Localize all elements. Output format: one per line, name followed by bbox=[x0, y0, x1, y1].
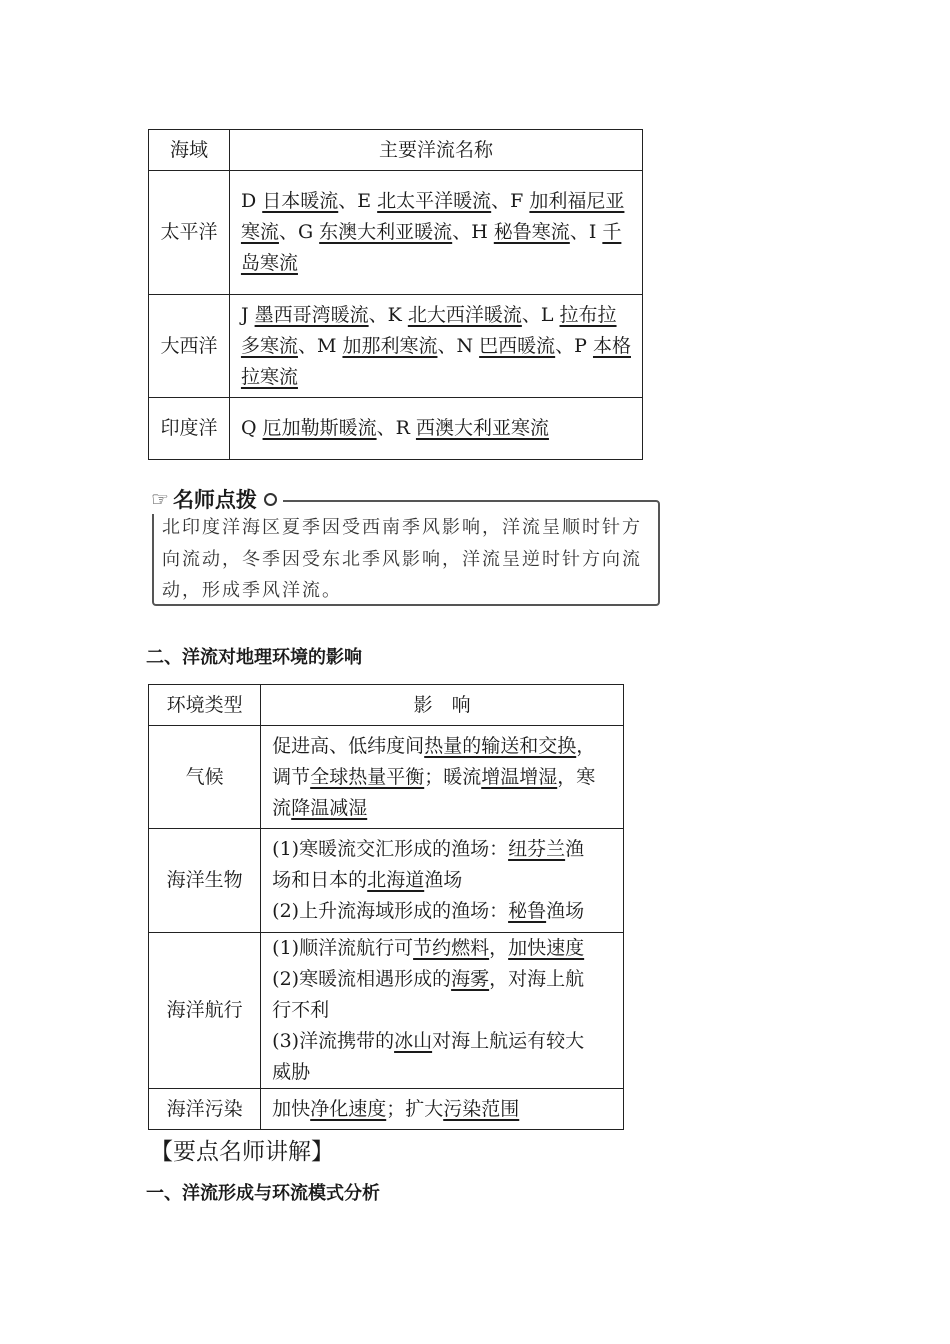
text-segment: 威胁 bbox=[272, 1061, 311, 1083]
text-segment: (3)洋流携带的 bbox=[272, 1030, 395, 1052]
tip-line: 北印度洋海区夏季因受西南季风影响，洋流呈顺时针方 bbox=[162, 517, 642, 538]
text-segment: 、H bbox=[452, 221, 494, 243]
text-segment: 、L bbox=[521, 303, 560, 326]
cell-line bbox=[272, 793, 612, 824]
tip-line: 向流动，冬季因受东北季风影响，洋流呈逆时针方向流 bbox=[162, 548, 642, 570]
answer-blank: 西澳大利亚寒流 bbox=[415, 417, 549, 439]
text-segment: 渔 bbox=[565, 838, 585, 860]
tip-header bbox=[147, 484, 283, 514]
answer-blank: 节约燃料 bbox=[413, 937, 490, 959]
answer-blank: 东澳大利亚暖流 bbox=[319, 221, 453, 243]
cell-line bbox=[272, 1094, 612, 1125]
answer-blank: 北太平洋暖流 bbox=[377, 190, 492, 212]
text-segment: 、E bbox=[338, 190, 378, 212]
text-segment: 、N bbox=[437, 334, 480, 357]
answer-blank: 降温减湿 bbox=[291, 796, 368, 819]
text-segment: 、M bbox=[297, 334, 343, 357]
header-currents: 主要洋流名称 bbox=[229, 130, 642, 171]
text-segment: 、P bbox=[555, 334, 593, 357]
currents-cell bbox=[229, 398, 642, 460]
ocean-currents-table bbox=[148, 129, 643, 460]
cell-line bbox=[241, 331, 631, 362]
text-segment: 行不利 bbox=[272, 999, 330, 1021]
answer-blank: 全球热量平衡 bbox=[310, 765, 425, 788]
text-segment: ， bbox=[489, 937, 509, 959]
answer-blank: 拉寒流 bbox=[240, 365, 298, 388]
impact-cell bbox=[261, 829, 624, 933]
answer-blank: 纽芬兰 bbox=[508, 838, 566, 860]
text-segment: 渔场 bbox=[546, 900, 585, 922]
answer-blank: 冰山 bbox=[394, 1030, 433, 1052]
currents-cell bbox=[229, 295, 642, 398]
cell-line bbox=[272, 896, 612, 927]
cell-line bbox=[272, 995, 612, 1026]
table-row bbox=[149, 726, 624, 829]
table-row bbox=[149, 295, 643, 398]
answer-blank: 多寒流 bbox=[240, 334, 298, 357]
text-segment: (1)顺洋流航行可 bbox=[272, 937, 414, 959]
answer-blank: 岛寒流 bbox=[240, 252, 298, 274]
text-segment: 、I bbox=[569, 221, 603, 243]
text-segment: ，对海上航 bbox=[489, 968, 585, 990]
region-cell: 印度洋 bbox=[149, 398, 230, 460]
table-header-row bbox=[149, 685, 624, 726]
text-segment: (2)上升流海域形成的渔场： bbox=[272, 900, 509, 922]
impact-cell bbox=[261, 726, 624, 829]
type-cell: 气候 bbox=[149, 726, 261, 829]
answer-blank: 污染范围 bbox=[443, 1097, 520, 1120]
key-points-heading: 【要点名师讲解】 bbox=[150, 1139, 334, 1165]
text-segment: 流 bbox=[272, 796, 292, 819]
text-segment: 场和日本的 bbox=[272, 869, 368, 891]
answer-blank: 本格 bbox=[592, 334, 631, 357]
cell-line bbox=[241, 186, 631, 217]
section-heading: 二、洋流对地理环境的影响 bbox=[146, 647, 362, 668]
text-segment: J bbox=[240, 303, 255, 326]
answer-blank: 寒流 bbox=[240, 221, 279, 243]
header-region: 海域 bbox=[149, 130, 230, 171]
cell-line bbox=[241, 300, 631, 331]
answer-blank: 秘鲁寒流 bbox=[493, 221, 570, 243]
answer-blank: 秘鲁 bbox=[508, 900, 547, 922]
answer-blank: 热量的输送和交换 bbox=[424, 734, 577, 757]
cell-line bbox=[272, 1057, 612, 1088]
table-row bbox=[149, 1089, 624, 1130]
impact-cell bbox=[261, 1089, 624, 1130]
answer-blank: 加利福尼亚 bbox=[529, 190, 625, 212]
text-segment: D bbox=[240, 190, 263, 212]
answer-blank: 厄加勒斯暖流 bbox=[262, 417, 377, 439]
text-segment: 、G bbox=[278, 221, 320, 243]
answer-blank: 墨西哥湾暖流 bbox=[254, 303, 369, 326]
tip-line: 动，形成季风洋流。 bbox=[162, 580, 342, 601]
text-segment: 、R bbox=[376, 417, 416, 439]
answer-blank: 海雾 bbox=[451, 968, 490, 990]
answer-blank: 北海道 bbox=[367, 869, 425, 891]
text-segment: (2)寒暖流相遇形成的 bbox=[272, 968, 452, 990]
table-row bbox=[149, 171, 643, 295]
text-segment: (1)寒暖流交汇形成的渔场： bbox=[272, 838, 509, 860]
text-segment: 对海上航运有较大 bbox=[432, 1030, 585, 1052]
table-row bbox=[149, 933, 624, 1089]
text-segment: ；扩大 bbox=[386, 1097, 444, 1120]
type-cell: 海洋生物 bbox=[149, 829, 261, 933]
cell-line bbox=[272, 731, 612, 762]
answer-blank: 加快速度 bbox=[508, 937, 585, 959]
cell-line bbox=[241, 413, 631, 444]
text-segment: 、F bbox=[491, 190, 530, 212]
cell-line bbox=[272, 1026, 612, 1057]
answer-blank: 千 bbox=[602, 221, 622, 243]
text-segment: 加快 bbox=[272, 1097, 311, 1120]
pointing-hand-icon: ☞ bbox=[151, 487, 169, 511]
cell-line bbox=[241, 217, 631, 248]
type-cell: 海洋航行 bbox=[149, 933, 261, 1089]
header-impact: 影 响 bbox=[261, 685, 624, 726]
answer-blank: 净化速度 bbox=[310, 1097, 387, 1120]
tip-title: 名师点拨 bbox=[172, 488, 257, 512]
text-segment: 调节 bbox=[272, 765, 311, 788]
currents-cell bbox=[229, 171, 642, 295]
tip-text bbox=[162, 512, 652, 607]
cell-line bbox=[272, 834, 612, 865]
cell-line bbox=[241, 362, 631, 393]
cell-line bbox=[272, 933, 612, 964]
cell-line bbox=[272, 964, 612, 995]
answer-blank: 日本暖流 bbox=[262, 190, 339, 212]
answer-blank: 北大西洋暖流 bbox=[407, 303, 522, 326]
cell-line bbox=[241, 248, 631, 279]
region-cell: 大西洋 bbox=[149, 295, 230, 398]
type-cell: 海洋污染 bbox=[149, 1089, 261, 1130]
answer-blank: 巴西暖流 bbox=[479, 334, 556, 357]
text-segment: 渔场 bbox=[424, 869, 463, 891]
header-type: 环境类型 bbox=[149, 685, 261, 726]
circle-icon bbox=[264, 493, 277, 506]
impact-cell bbox=[261, 933, 624, 1089]
answer-blank: 加那利寒流 bbox=[342, 334, 438, 357]
text-segment: 、K bbox=[368, 303, 408, 326]
text-segment: ；暖流 bbox=[424, 765, 482, 788]
table-row bbox=[149, 398, 643, 460]
cell-line bbox=[272, 865, 612, 896]
text-segment: ， bbox=[576, 734, 596, 757]
table-header-row bbox=[149, 130, 643, 171]
environment-impact-table bbox=[148, 684, 624, 1130]
answer-blank: 增温增湿 bbox=[481, 765, 558, 788]
table-row bbox=[149, 829, 624, 933]
text-segment: 促进高、低纬度间 bbox=[272, 734, 425, 757]
region-cell: 太平洋 bbox=[149, 171, 230, 295]
answer-blank: 拉布拉 bbox=[559, 303, 617, 326]
cell-line bbox=[272, 762, 612, 793]
text-segment: Q bbox=[240, 417, 263, 439]
section-heading: 一、洋流形成与环流模式分析 bbox=[146, 1183, 380, 1204]
text-segment: ，寒 bbox=[557, 765, 596, 788]
